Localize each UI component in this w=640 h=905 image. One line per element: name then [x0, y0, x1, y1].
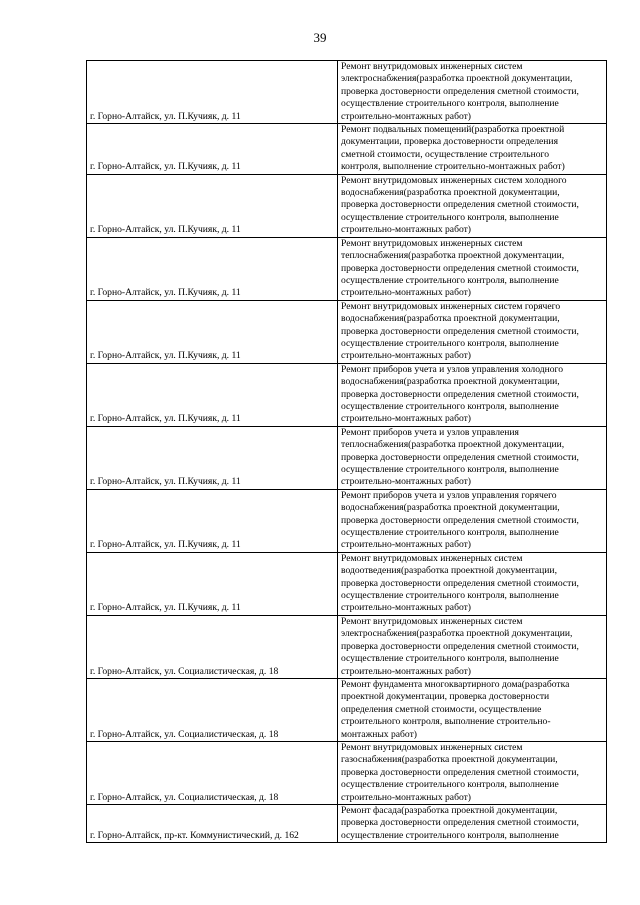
work-description-line: Ремонт внутридомовых инженерных систем — [341, 615, 523, 627]
work-description-line: Ремонт подвальных помещений(разработка проектной — [341, 124, 565, 136]
work-description-line: строительно-монтажных работ) — [341, 791, 472, 803]
work-description-line: проверка достоверности определения сметной стоимости, — [341, 817, 579, 829]
work-description-cell — [338, 174, 607, 237]
work-description-line: строительно-монтажных работ) — [341, 539, 472, 551]
work-description-line: проверка достоверности определения сметной стоимости, — [341, 451, 579, 463]
work-description-line: проверка достоверности определения сметной стоимости, — [341, 388, 579, 400]
work-description-line: Ремонт внутридомовых инженерных систем — [341, 552, 523, 564]
works-table — [86, 60, 607, 843]
address-cell: г. Горно-Алтайск, ул. Социалистическая, д. 18 — [87, 741, 338, 804]
work-description-cell — [338, 124, 607, 175]
work-description-line: осуществление строительного контроля, выполнение — [341, 829, 559, 841]
work-description-line: строительно-монтажных работ) — [341, 350, 472, 362]
work-description-line: строительного контроля, выполнение строительно- — [341, 716, 551, 728]
work-description-line: осуществление строительного контроля, выполнение — [341, 400, 559, 412]
work-description-line: Ремонт внутридомовых инженерных систем холодного — [341, 174, 567, 186]
work-description-cell — [338, 678, 607, 741]
address-cell: г. Горно-Алтайск, ул. П.Кучияк, д. 11 — [87, 552, 338, 615]
table-row — [87, 300, 607, 363]
work-description-line: проверка достоверности определения сметной стоимости, — [341, 766, 579, 778]
table-row — [87, 426, 607, 489]
address-cell: г. Горно-Алтайск, ул. П.Кучияк, д. 11 — [87, 174, 338, 237]
work-description-line: проверка достоверности определения сметной стоимости, — [341, 514, 579, 526]
address-cell: г. Горно-Алтайск, ул. Социалистическая, д. 18 — [87, 678, 338, 741]
work-description-line: Ремонт приборов учета и узлов управления холодного — [341, 363, 564, 375]
work-description-cell — [338, 615, 607, 678]
work-description-line: электроснабжения(разработка проектной документации, — [341, 628, 573, 640]
work-description-cell — [338, 300, 607, 363]
table-row — [87, 237, 607, 300]
table-row — [87, 678, 607, 741]
work-description-cell — [338, 741, 607, 804]
page-number: 39 — [313, 30, 327, 45]
table-row — [87, 489, 607, 552]
address-cell: г. Горно-Алтайск, ул. П.Кучияк, д. 11 — [87, 61, 338, 124]
address-cell: г. Горно-Алтайск, ул. П.Кучияк, д. 11 — [87, 426, 338, 489]
work-description-line: осуществление строительного контроля, выполнение — [341, 590, 559, 602]
work-description-line: водоотведения(разработка проектной документации, — [341, 565, 557, 577]
work-description-line: Ремонт фасада(разработка проектной документации, — [341, 804, 558, 816]
address-cell: г. Горно-Алтайск, ул. П.Кучияк, д. 11 — [87, 124, 338, 175]
table-row — [87, 552, 607, 615]
work-description-line: Ремонт внутридомовых инженерных систем — [341, 61, 523, 72]
address-cell: г. Горно-Алтайск, ул. П.Кучияк, д. 11 — [87, 300, 338, 363]
work-description-line: осуществление строительного контроля, выполнение — [341, 464, 559, 475]
work-description-line: водоснабжения(разработка проектной документации, — [341, 187, 560, 199]
work-description-line: водоснабжения(разработка проектной документации, — [341, 502, 560, 514]
works-table-body — [87, 61, 607, 843]
work-description-line: проектной документации, проверка достоверности — [341, 691, 550, 703]
table-row — [87, 804, 607, 842]
work-description-line: Ремонт внутридомовых инженерных систем горячего — [341, 300, 561, 312]
work-description-line: строительно-монтажных работ) — [341, 476, 472, 488]
work-description-line: проверка достоверности определения сметной стоимости, — [341, 262, 579, 274]
work-description-line: проверка достоверности определения сметной стоимости, — [341, 85, 579, 97]
table-row — [87, 124, 607, 175]
work-description-line: газоснабжения(разработка проектной документации, — [341, 754, 558, 766]
work-description-cell — [338, 489, 607, 552]
work-description-cell — [338, 426, 607, 489]
table-row — [87, 741, 607, 804]
address-cell: г. Горно-Алтайск, ул. Социалистическая, д. 18 — [87, 615, 338, 678]
work-description-line: осуществление строительного контроля, выполнение — [341, 274, 559, 286]
work-description-line: строительно-монтажных работ) — [341, 665, 472, 677]
work-description-line: Ремонт фундамента многоквартирного дома(разработка — [341, 678, 570, 690]
work-description-cell — [338, 363, 607, 426]
work-description-line: строительно-монтажных работ) — [341, 224, 472, 236]
work-description-line: документации, проверка достоверности определения — [341, 136, 558, 148]
work-description-line: Ремонт внутридомовых инженерных систем — [341, 237, 523, 249]
work-description-line: теплоснабжения(разработка проектной документации, — [341, 439, 565, 451]
work-description-line: проверка достоверности определения сметной стоимости, — [341, 577, 579, 589]
work-description-line: Ремонт внутридомовых инженерных систем — [341, 741, 523, 753]
work-description-line: осуществление строительного контроля, выполнение — [341, 98, 559, 110]
table-row — [87, 61, 607, 124]
work-description-cell — [338, 552, 607, 615]
work-description-line: осуществление строительного контроля, выполнение — [341, 779, 559, 791]
work-description-line: определения сметной стоимости, осуществление — [341, 703, 542, 715]
work-description-line: осуществление строительного контроля, выполнение — [341, 337, 559, 349]
work-description-line: осуществление строительного контроля, выполнение — [341, 211, 559, 223]
work-description-line: проверка достоверности определения сметной стоимости, — [341, 640, 579, 652]
table-row — [87, 363, 607, 426]
work-description-line: монтажных работ) — [341, 728, 417, 740]
address-cell: г. Горно-Алтайск, ул. П.Кучияк, д. 11 — [87, 237, 338, 300]
work-description-cell — [338, 61, 607, 124]
table-row — [87, 174, 607, 237]
work-description-line: Ремонт приборов учета и узлов управления горячего — [341, 489, 557, 501]
work-description-line: сметной стоимости, осуществление строительного — [341, 148, 549, 160]
work-description-line: проверка достоверности определения сметной стоимости, — [341, 199, 579, 211]
work-description-line: строительно-монтажных работ) — [341, 413, 472, 425]
address-cell: г. Горно-Алтайск, ул. П.Кучияк, д. 11 — [87, 489, 338, 552]
work-description-cell — [338, 804, 607, 842]
work-description-line: электроснабжения(разработка проектной документации, — [341, 73, 573, 85]
work-description-cell — [338, 237, 607, 300]
work-description-line: Ремонт приборов учета и узлов управления — [341, 426, 519, 438]
work-description-line: теплоснабжения(разработка проектной документации, — [341, 250, 565, 262]
work-description-line: строительно-монтажных работ) — [341, 287, 472, 299]
work-description-line: строительно-монтажных работ) — [341, 602, 472, 614]
work-description-line: осуществление строительного контроля, выполнение — [341, 653, 559, 665]
work-description-line: строительно-монтажных работ) — [341, 110, 472, 122]
address-cell: г. Горно-Алтайск, ул. П.Кучияк, д. 11 — [87, 363, 338, 426]
table-row — [87, 615, 607, 678]
address-cell: г. Горно-Алтайск, пр-кт. Коммунистический, д. 162 — [87, 804, 338, 842]
work-description-line: водоснабжения(разработка проектной документации, — [341, 376, 560, 388]
work-description-line: осуществление строительного контроля, выполнение — [341, 527, 559, 539]
work-description-line: проверка достоверности определения сметной стоимости, — [341, 325, 579, 337]
work-description-line: водоснабжения(разработка проектной документации, — [341, 313, 560, 325]
work-description-line: контроля, выполнение строительно-монтажных работ) — [341, 161, 565, 173]
